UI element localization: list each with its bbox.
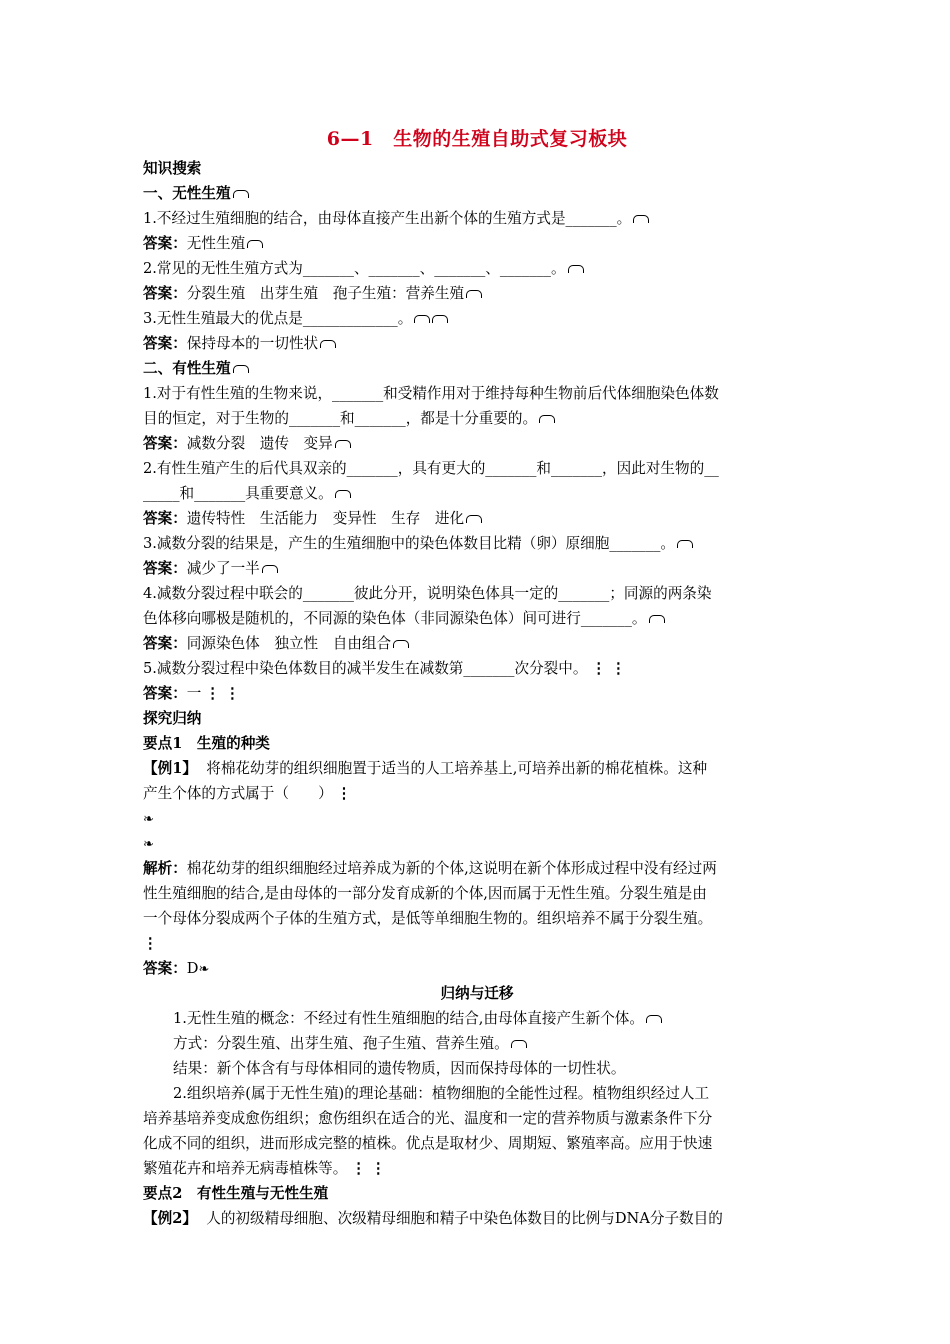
answer-text: 保持母本的一切性状 <box>186 335 319 352</box>
answer-text: 遗传特性 生活能力 变异性 生存 进化 <box>186 510 465 527</box>
return-mark-icon <box>432 315 448 323</box>
answer-sexual-1 <box>143 431 811 456</box>
summary-item-4-line2: 培养基培养变成愈伤组织；愈伤组织在适合的光、温度和一定的营养物质与激素条件下分 <box>143 1110 713 1127</box>
placeholder-glyph-icon: ❧ <box>143 837 154 852</box>
summary-text: 方式：分裂生殖、出芽生殖、孢子生殖、营养生殖。 <box>173 1035 509 1052</box>
return-mark-icon <box>466 515 482 523</box>
question-text: _____和_______具重要意义。 <box>143 485 333 502</box>
ellipsis-mark-icon: ⋮ ⋮ <box>591 660 626 677</box>
summary-item-4-line1: 2.组织培养(属于无性生殖)的理论基础：植物细胞的全能性过程。植物组织经过人工 <box>173 1085 710 1102</box>
return-mark-icon <box>262 565 278 573</box>
key-point-2 <box>143 1181 811 1206</box>
question-asexual-1 <box>143 206 811 231</box>
analysis-text: 棉花幼芽的组织细胞经过培养成为新的个体,这说明在新个体形成过程中没有经过两 <box>186 860 717 877</box>
answer-text: 减少了一半 <box>186 560 260 577</box>
answer-text: 一 <box>186 685 202 702</box>
analysis-1-line3: 一个母体分裂成两个子体的生殖方式，是低等单细胞生物的。组织培养不属于分裂生殖。 <box>143 910 713 927</box>
section-sexual-label: 二、有性生殖 <box>143 360 231 377</box>
summary-item-3: 结果：新个体含有与母体相同的遗传物质，因而保持母体的一切性状。 <box>173 1060 626 1077</box>
section-summary: 归纳与迁移 <box>440 985 514 1002</box>
example-label: 【例2】 <box>143 1210 197 1227</box>
return-mark-icon <box>568 265 584 273</box>
question-text: 2.常见的无性生殖方式为_______、_______、_______、_______。 <box>143 260 566 277</box>
answer-label: 答案： <box>143 510 187 527</box>
placeholder-glyph-icon: ❧ <box>143 812 154 827</box>
question-sexual-1-line2 <box>143 406 811 431</box>
example-text: 产生个体的方式属于（ ） <box>143 785 333 802</box>
key-point-2-label: 要点2 有性生殖与无性生殖 <box>143 1185 329 1202</box>
answer-text: 分裂生殖 出芽生殖 孢子生殖：营养生殖 <box>186 285 465 302</box>
ellipsis-mark-icon: ⋮ ⋮ <box>205 685 240 702</box>
example-text: 人的初级精母细胞、次级精母细胞和精子中染色体数目的比例与DNA分子数目的 <box>206 1210 723 1227</box>
answer-text: 同源染色体 独立性 自由组合 <box>186 635 392 652</box>
section-asexual-label: 一、无性生殖 <box>143 185 231 202</box>
question-text: 1.不经过生殖细胞的结合，由母体直接产生出新个体的生殖方式是_______。 <box>143 210 632 227</box>
example-label: 【例1】 <box>143 760 197 777</box>
answer-label: 答案： <box>143 635 187 652</box>
ellipsis-mark-icon: ⋮ <box>143 935 158 952</box>
question-sexual-4-line1: 4.减数分裂过程中联会的_______彼此分开，说明染色体具一定的_______；同源的两条染 <box>143 585 712 602</box>
key-point-1-label: 要点1 生殖的种类 <box>143 735 270 752</box>
return-mark-icon <box>335 440 351 448</box>
section-asexual <box>143 181 811 206</box>
answer-label: 答案： <box>143 435 187 452</box>
return-mark-icon <box>511 1040 527 1048</box>
question-sexual-5 <box>143 656 811 681</box>
answer-asexual-2 <box>143 281 811 306</box>
analysis-1-line1 <box>143 856 811 881</box>
return-mark-icon <box>646 1015 662 1023</box>
return-mark-icon <box>335 490 351 498</box>
placeholder-glyph-row <box>143 806 811 831</box>
question-sexual-3 <box>143 531 811 556</box>
placeholder-glyph-icon: ❧ <box>198 962 210 977</box>
question-asexual-3 <box>143 306 811 331</box>
return-mark-icon <box>539 415 555 423</box>
example-2-line1 <box>143 1206 811 1231</box>
answer-sexual-4 <box>143 631 811 656</box>
return-mark-icon <box>233 190 249 198</box>
answer-asexual-3 <box>143 331 811 356</box>
question-sexual-4-line2 <box>143 606 811 631</box>
question-text: 色体移向哪极是随机的，不同源的染色体（非同源染色体）间可进行_______。 <box>143 610 647 627</box>
answer-sexual-5 <box>143 681 811 706</box>
return-mark-icon <box>320 340 336 348</box>
question-text: 3.无性生殖最大的优点是_____________。 <box>143 310 413 327</box>
return-mark-icon <box>233 365 249 373</box>
summary-item-4-line4 <box>143 1156 811 1181</box>
answer-sexual-3 <box>143 556 811 581</box>
answer-label: 答案： <box>143 685 187 702</box>
key-point-1 <box>143 731 811 756</box>
section-sexual <box>143 356 811 381</box>
example-1-line1 <box>143 756 811 781</box>
ellipsis-row <box>143 931 811 956</box>
answer-sexual-2 <box>143 506 811 531</box>
document-page <box>143 122 811 1231</box>
answer-example-1 <box>143 956 811 981</box>
placeholder-glyph-row <box>143 831 811 856</box>
summary-item-4-line3: 化成不同的组织，进而形成完整的植株。优点是取材少、周期短、繁殖率高。应用于快速 <box>143 1135 713 1152</box>
return-mark-icon <box>393 640 409 648</box>
summary-item-1 <box>143 1006 811 1031</box>
section-explore: 探究归纳 <box>143 710 202 727</box>
summary-item-2 <box>143 1031 811 1056</box>
return-mark-icon <box>414 315 430 323</box>
answer-label: 答案： <box>143 235 187 252</box>
page-title: 6—1 生物的生殖自助式复习板块 <box>326 128 628 150</box>
answer-asexual-1 <box>143 231 811 256</box>
answer-text: 减数分裂 遗传 变异 <box>186 435 333 452</box>
question-sexual-1-line1: 1.对于有性生殖的生物来说，_______和受精作用对于维持每种生物前后代体细胞染色体数 <box>143 385 719 402</box>
answer-text: D <box>186 960 199 977</box>
return-mark-icon <box>247 240 263 248</box>
question-asexual-2 <box>143 256 811 281</box>
answer-label: 答案： <box>143 335 187 352</box>
question-sexual-2-line2 <box>143 481 811 506</box>
question-text: 5.减数分裂过程中染色体数目的减半发生在减数第_______次分裂中。 <box>143 660 588 677</box>
ellipsis-mark-icon: ⋮ <box>336 785 352 802</box>
ellipsis-mark-icon: ⋮ ⋮ <box>351 1160 386 1177</box>
question-text: 3.减数分裂的结果是，产生的生殖细胞中的染色体数目比精（卵）原细胞_______。 <box>143 535 676 552</box>
analysis-label: 解析： <box>143 860 187 877</box>
question-sexual-2-line1: 2.有性生殖产生的后代具双亲的_______，具有更大的_______和_______，因此对生物的__ <box>143 460 719 477</box>
section-knowledge-search: 知识搜索 <box>143 160 202 177</box>
answer-label: 答案： <box>143 285 187 302</box>
return-mark-icon <box>649 615 665 623</box>
example-text: 将棉花幼芽的组织细胞置于适当的人工培养基上,可培养出新的棉花植株。这种 <box>206 760 708 777</box>
question-text: 目的恒定，对于生物的_______和_______，都是十分重要的。 <box>143 410 538 427</box>
answer-text: 无性生殖 <box>186 235 246 252</box>
summary-text: 1.无性生殖的概念：不经过有性生殖细胞的结合,由母体直接产生新个体。 <box>173 1010 644 1027</box>
return-mark-icon <box>677 540 693 548</box>
return-mark-icon <box>633 215 649 223</box>
answer-label: 答案： <box>143 960 187 977</box>
example-1-line2 <box>143 781 811 806</box>
analysis-1-line2: 性生殖细胞的结合,是由母体的一部分发育成新的个体,因而属于无性生殖。分裂生殖是由 <box>143 885 707 902</box>
answer-label: 答案： <box>143 560 187 577</box>
return-mark-icon <box>466 290 482 298</box>
summary-text: 繁殖花卉和培养无病毒植株等。 <box>143 1160 348 1177</box>
